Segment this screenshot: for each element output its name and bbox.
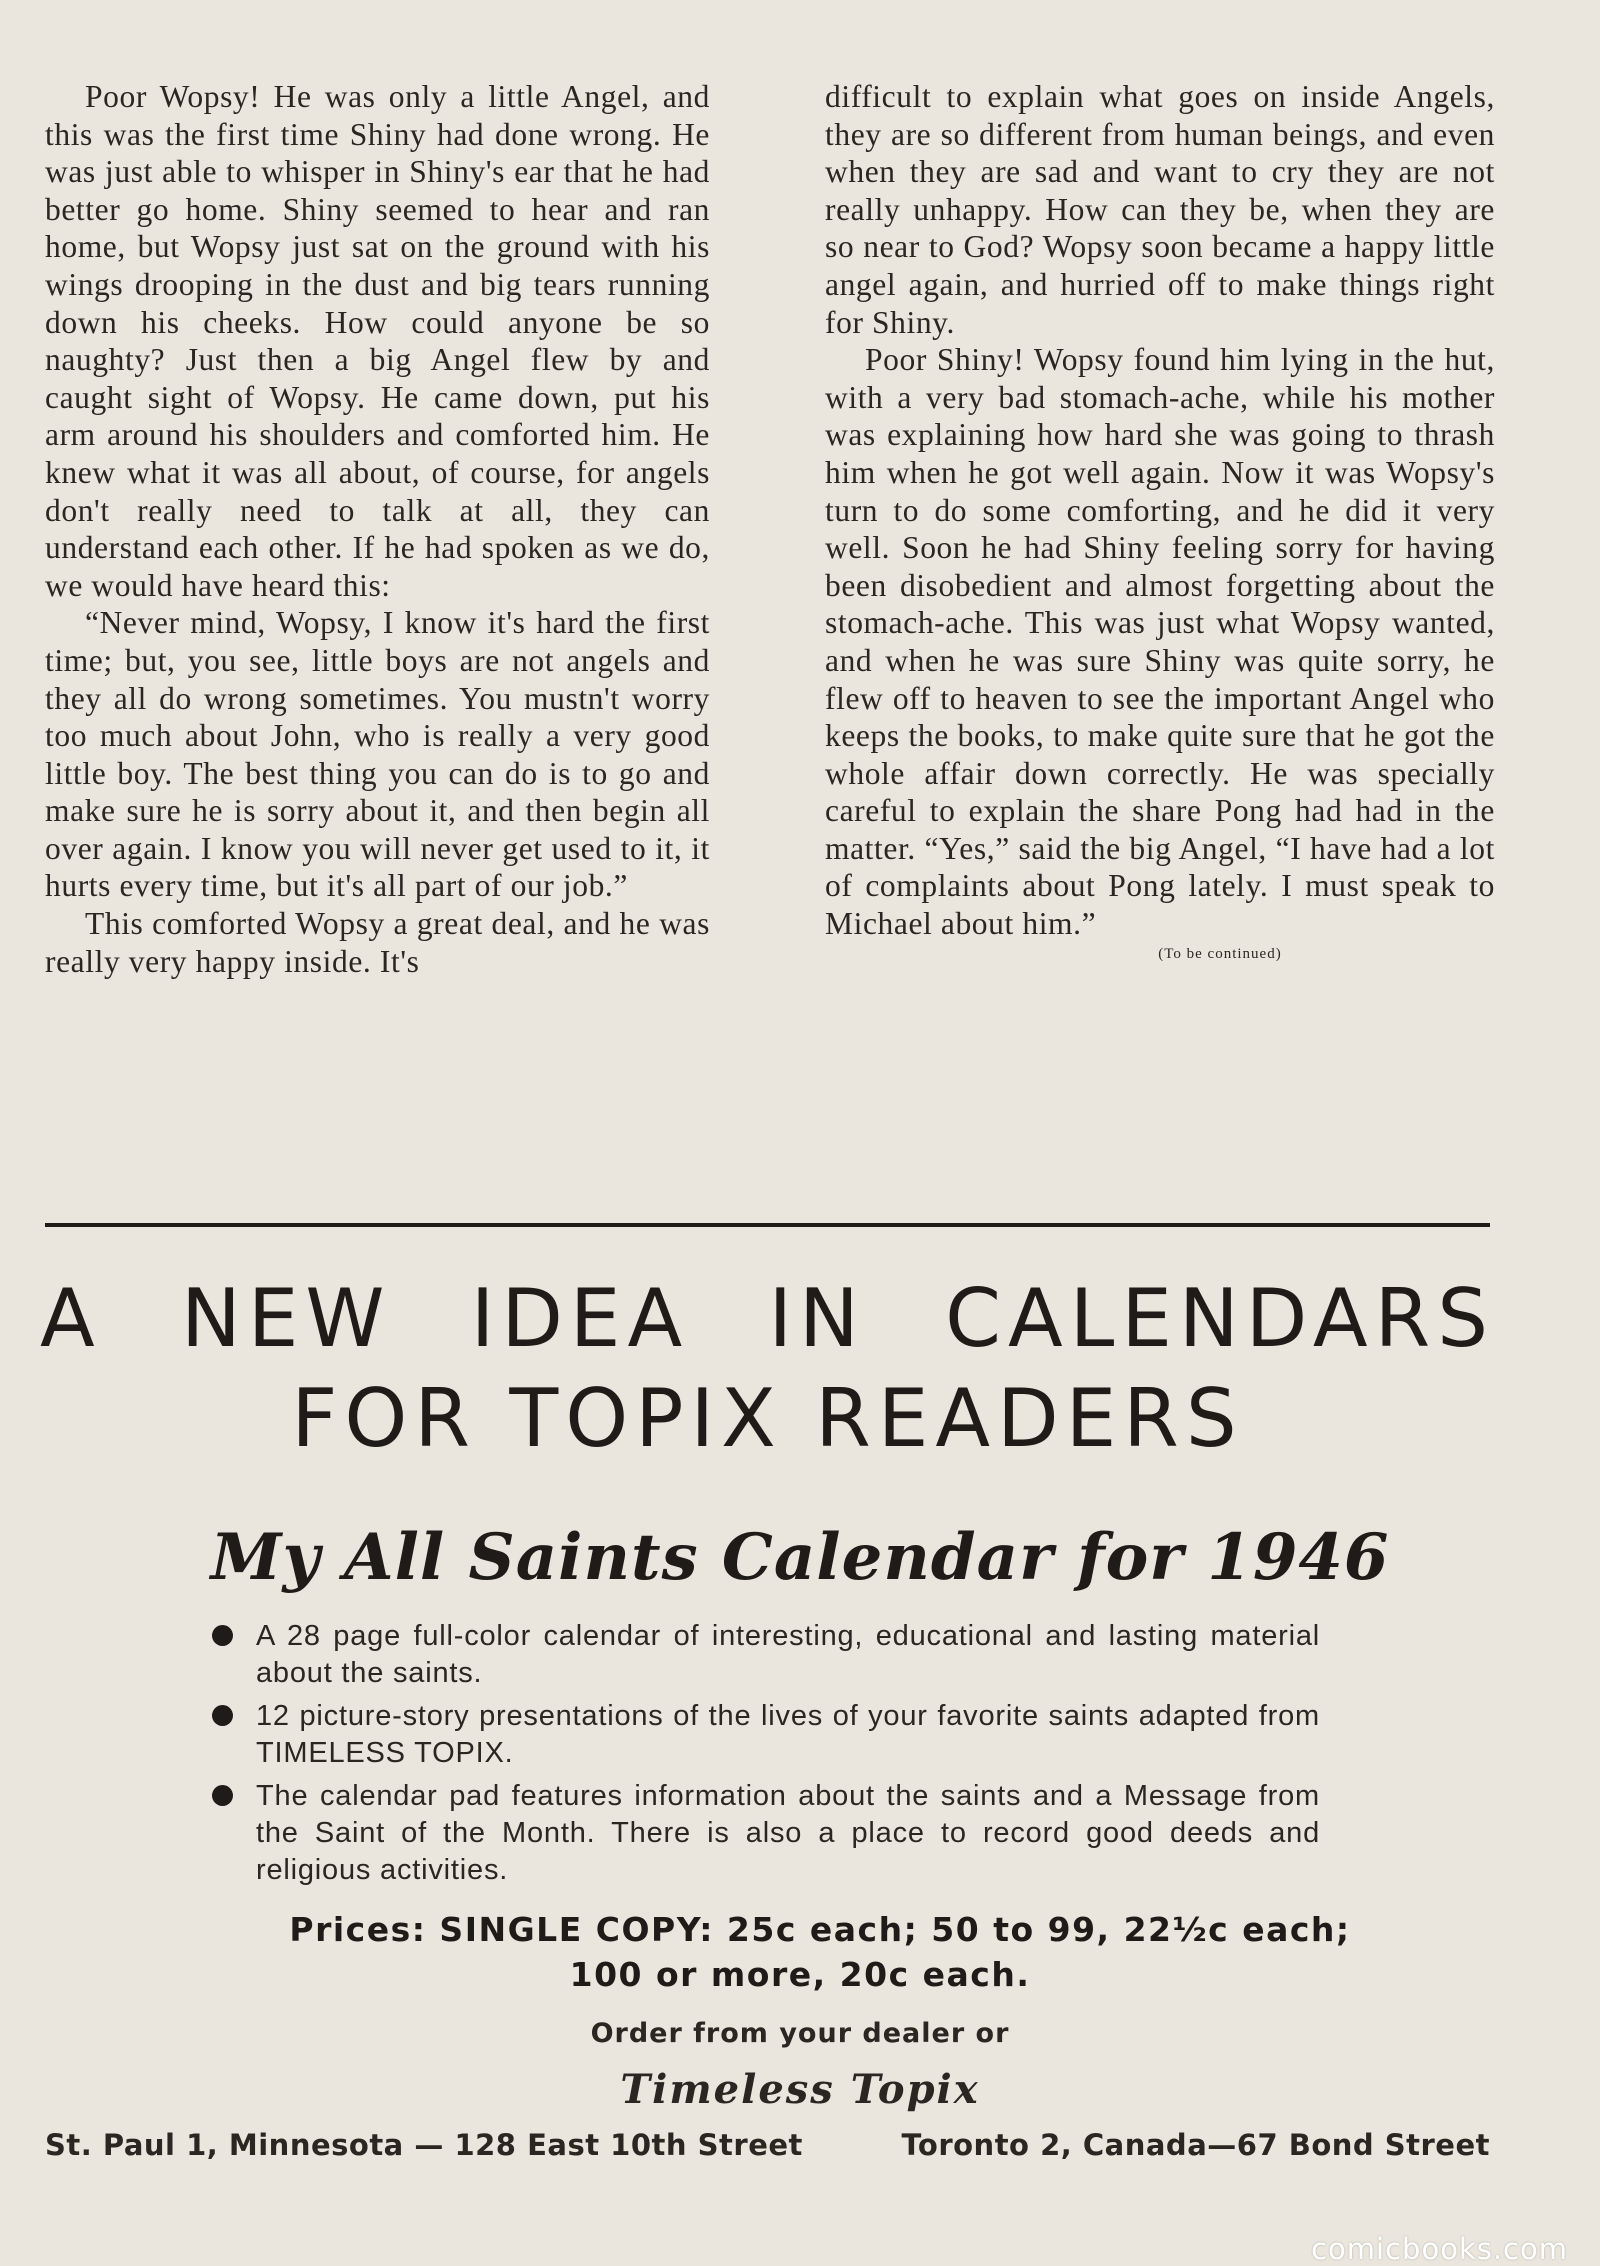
- brand-logo-text: Timeless Topix: [620, 2066, 980, 2113]
- section-divider: [45, 1223, 1490, 1227]
- story-paragraph: “Never mind, Wopsy, I know it's hard the first time; but, you see, little boys are not angels and they all do wrong sometimes. You mustn't worry too much about John, who is really a very good little boy. The best thing you can do is to go and make sure he is sorry about it, and then begin all over again. I know you will never get used to it, it hurts every time, but it's all part of our job.”: [45, 605, 710, 904]
- address-toronto: Toronto 2, Canada—67 Bond Street: [901, 2128, 1490, 2162]
- bullet-icon: [212, 1785, 233, 1806]
- to-be-continued-note: (To be continued): [1158, 945, 1282, 962]
- feature-item: [210, 1698, 1320, 1772]
- site-watermark: comicbooks.com: [1311, 2232, 1568, 2266]
- order-line: Order from your dealer or: [590, 2018, 1010, 2049]
- story-paragraph: difficult to explain what goes on inside Angels, they are so different from human beings, and even when they are sad and want to cry they are not really unhappy. How can they be, when they are so near to God? Wopsy soon became a happy little angel again, and hurried off to make things right for Shiny.: [825, 79, 1495, 340]
- story-column-right: [825, 78, 1495, 963]
- feature-text: 12 picture-story presentations of the lives of your favorite saints adapted from TIMELESS TOPIX.: [256, 1700, 1320, 1769]
- ad-headline-line2: FOR TOPIX READERS: [291, 1372, 1244, 1465]
- feature-list: [210, 1618, 1320, 1895]
- feature-item: [210, 1618, 1320, 1692]
- address-st-paul: St. Paul 1, Minnesota — 128 East 10th Street: [45, 2128, 803, 2162]
- story-column-left: [45, 78, 710, 980]
- prices-line-2: 100 or more, 20c each.: [569, 1955, 1031, 1994]
- bullet-icon: [212, 1705, 233, 1726]
- story-paragraph: Poor Wopsy! He was only a little Angel, and this was the first time Shiny had done wrong. He was just able to whisper in Shiny's ear that he had better go home. Shiny seemed to hear and ran home, but Wopsy just sat on the ground with his wings drooping in the dust and big tears running down his cheeks. How could anyone be so naughty? Just then a big Angel flew by and caught sight of Wopsy. He came down, put his arm around his shoulders and comforted him. He knew what it was all about, of course, for angels don't really need to talk at all, they can understand each other. If he had spoken as we do, we would have heard this:: [45, 79, 710, 603]
- feature-text: The calendar pad features information about the saints and a Message from the Saint of the Month. There is also a place to record good deeds and religious activities.: [256, 1780, 1320, 1886]
- ad-headline-line1: A NEW IDEA IN CALENDARS: [40, 1272, 1495, 1365]
- bullet-icon: [212, 1625, 233, 1646]
- prices-line-1: Prices: SINGLE COPY: 25c each; 50 to 99, 22½c each;: [289, 1910, 1351, 1949]
- story-paragraph: This comforted Wopsy a great deal, and he was really very happy inside. It's: [45, 906, 710, 979]
- feature-text: A 28 page full-color calendar of interesting, educational and lasting material about the saints.: [256, 1620, 1320, 1689]
- feature-item: [210, 1778, 1320, 1889]
- story-paragraph: Poor Shiny! Wopsy found him lying in the hut, with a very bad stomach-ache, while his mother was explaining how hard she was going to thrash him when he got well again. Now it was Wopsy's turn to do some comforting, and he did it very well. Soon he had Shiny feeling sorry for having been disobedient and almost forgetting about the stomach-ache. This was just what Wopsy wanted, and when he was sure Shiny was quite sorry, he flew off to heaven to see the important Angel who keeps the books, to make quite sure that he got the whole affair down correctly. He was specially careful to explain the share Pong had had in the matter. “Yes,” said the big Angel, “I have had a lot of complaints about Pong lately. I must speak to Michael about him.”: [825, 342, 1495, 942]
- calendar-title: My All Saints Calendar for 1946: [210, 1520, 1390, 1595]
